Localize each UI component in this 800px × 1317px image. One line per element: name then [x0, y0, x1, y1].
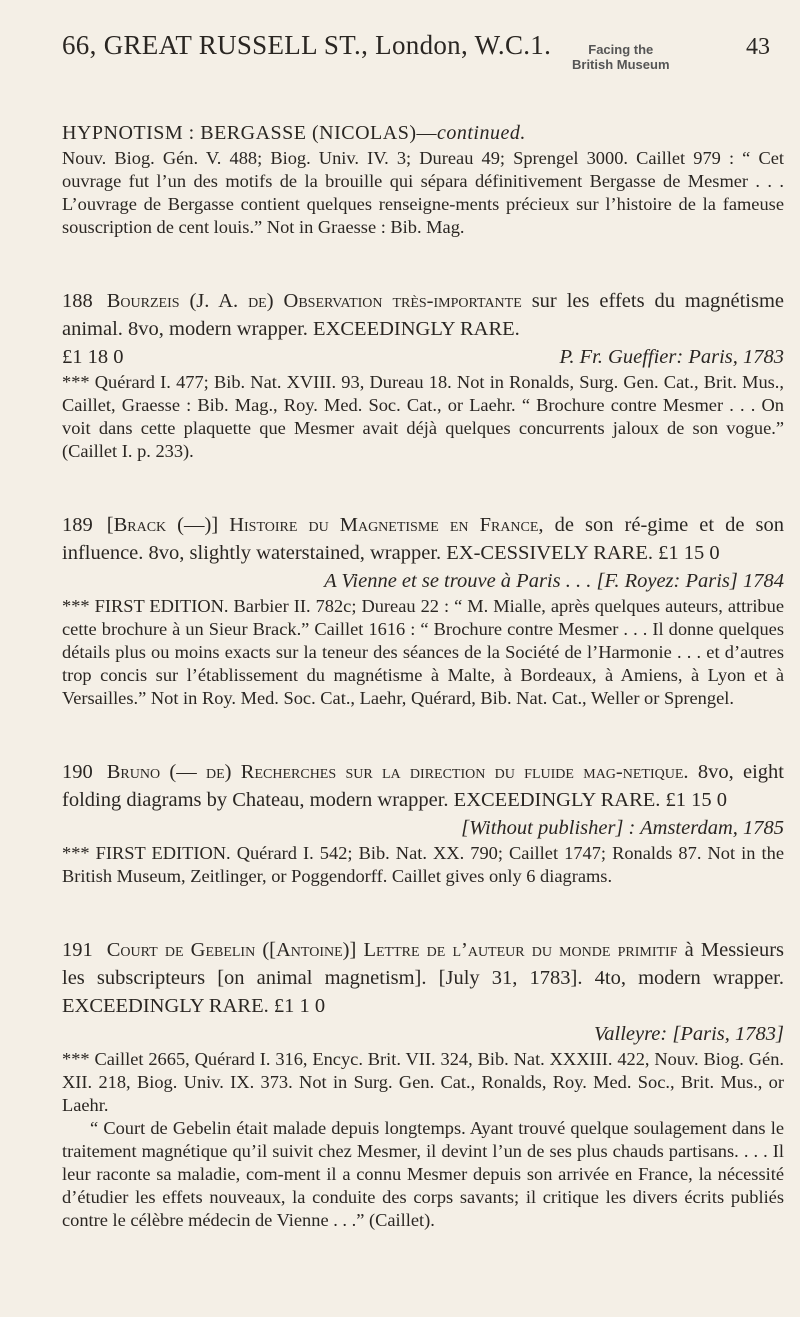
page-number: 43: [746, 34, 770, 60]
entry-description: à Messieurs les subscripteurs [on animal magnetism]. [July 31, 1783]. 4to, modern wrapper. EXCEEDINGLY RARE.: [62, 939, 784, 1017]
entry-imprint: A Vienne et se trouve à Paris . . . [F. Royez: Paris] 1784: [324, 570, 784, 592]
continued-entry: [62, 122, 784, 239]
catalogue-entry-191: [62, 936, 784, 1232]
entry-author: Court de Gebelin ([Antoine)]: [106, 939, 357, 961]
entry-title: Recherches sur la direction du fluide mag-netique.: [240, 761, 689, 783]
entry-title: Observation très-importante: [283, 290, 522, 312]
heading-subject: HYPNOTISM : BERGASSE (: [62, 122, 320, 144]
entry-note: *** Caillet 2665, Quérard I. 316, Encyc. Brit. VII. 324, Bib. Nat. XXXIII. 422, Nouv. Biog. Gén. XII. 218, Biog. Univ. IX. 373. Not in Surg. Gen. Cat., Ronalds, Roy. Med. Soc., Brit. Mus., or Laehr.: [62, 1049, 784, 1115]
entry-quote: “ Court de Gebelin était malade depuis longtemps. Ayant trouvé quelque soulagement dans le traitement magnétique qu’il suivit chez Mesmer, il devint l’un de ses plus chauds partisans. . . . Il leur raconte sa maladie, com-ment il a connu Mesmer depuis son arrivée en France, la nécessité d’étudier les effets nouveaux, la conduite des corps savants; il critique les divers écrits publiés contre le célèbre médecin de Vienne . . .” (Caillet).: [62, 1118, 784, 1230]
page-header: [62, 30, 782, 90]
entry-heading: [62, 758, 784, 814]
entry-number: 190: [62, 761, 93, 783]
price-row: [62, 343, 784, 371]
catalogue-entry-188: [62, 287, 784, 463]
entry-price: £1 15 0: [658, 542, 720, 564]
entry-title: Lettre de l’auteur du monde primitif: [363, 939, 678, 961]
entry-heading: [62, 287, 784, 343]
entry-author: Bruno (— de): [106, 761, 232, 783]
entry-price: £1 18 0: [62, 346, 124, 368]
heading-name: NICOLAS: [319, 122, 410, 144]
continued-heading: [62, 122, 784, 145]
entry-imprint: [Without publisher] : Amsterdam, 1785: [461, 817, 784, 839]
entry-number: 189: [62, 514, 93, 536]
entry-note: Nouv. Biog. Gén. V. 488; Biog. Univ. IV. 3; Dureau 49; Sprengel 3000. Caillet 979 : “ Cet ouvrage fut l’un des motifs de la brouille qui sépara définitivement Bergasse de Mesmer . . . L’ouvrage de Bergasse contient quelques renseigne-ments précieux sur l’histoire de la fameuse souscription de cent louis.” Not in Graesse : Bib. Mag.: [62, 148, 784, 237]
entry-note: *** Quérard I. 477; Bib. Nat. XVIII. 93, Dureau 18. Not in Ronalds, Surg. Gen. Cat., Brit. Mus., Caillet, Graesse : Bib. Mag., Roy. Med. Soc. Cat., or Laehr. “ Brochure contre Mesmer . . . On voit dans cette plaquette que Mesmer avait déjà quelques concurrents jaloux de son vogue.” (Caillet I. p. 233).: [62, 372, 784, 461]
entry-description: sur les effets du magnétisme animal. 8vo, modern wrapper. EXCEEDINGLY RARE.: [62, 290, 784, 340]
catalogue-entry-189: [62, 511, 784, 710]
stamp-line-2: British Museum: [572, 57, 670, 72]
stamp-line-1: Facing the: [588, 42, 654, 57]
entry-description: de son ré-gime et de son influence. 8vo, slightly waterstained, wrapper. EX-CESSIVELY RARE.: [62, 514, 784, 564]
entry-price: £1 1 0: [273, 995, 326, 1017]
entry-imprint: Valleyre: [Paris, 1783]: [594, 1023, 784, 1045]
entry-title: Histoire du Magnetisme en France,: [229, 514, 544, 536]
entry-heading: [62, 936, 784, 1020]
entry-description: 8vo, eight folding diagrams by Chateau, modern wrapper. EXCEEDINGLY RARE.: [62, 761, 784, 811]
entry-note: *** FIRST EDITION. Quérard I. 542; Bib. Nat. XX. 790; Caillet 1747; Ronalds 87. Not in the British Museum, Zeitlinger, or Poggendorff. Caillet gives only 6 diagrams.: [62, 843, 784, 886]
entry-imprint: P. Fr. Gueffier: Paris, 1783: [559, 346, 784, 368]
heading-dash: )—: [409, 122, 437, 144]
catalogue-entry-190: [62, 758, 784, 888]
entry-author: [Brack (—)]: [106, 514, 219, 536]
library-stamp: [572, 42, 670, 72]
entry-note: *** FIRST EDITION. Barbier II. 782c; Dureau 22 : “ M. Mialle, après quelques auteurs, attribue cette brochure à un Sieur Brack.” Caillet 1616 : “ Brochure contre Mesmer . . . Il donne quelques détails plus ou moins exacts sur la teneur des séances de la Société de l’Harmonie . . . et d’autres trop concis sur l’établissement du magnétisme à Malte, à Bordeaux, à Amiens, à Lyon et à Versailles.” Not in Roy. Med. Soc. Cat., Laehr, Quérard, Bib. Nat. Cat., Weller or Sprengel.: [62, 596, 784, 708]
catalogue-body: [62, 122, 784, 1232]
bookseller-address: 66, GREAT RUSSELL ST., London, W.C.1.: [62, 30, 552, 60]
entry-author: Bourzeis (J. A. de): [106, 290, 274, 312]
heading-continued: continued.: [437, 122, 526, 144]
entry-number: 188: [62, 290, 93, 312]
entry-price: £1 15 0: [665, 789, 728, 811]
entry-number: 191: [62, 939, 93, 961]
entry-heading: [62, 511, 784, 567]
